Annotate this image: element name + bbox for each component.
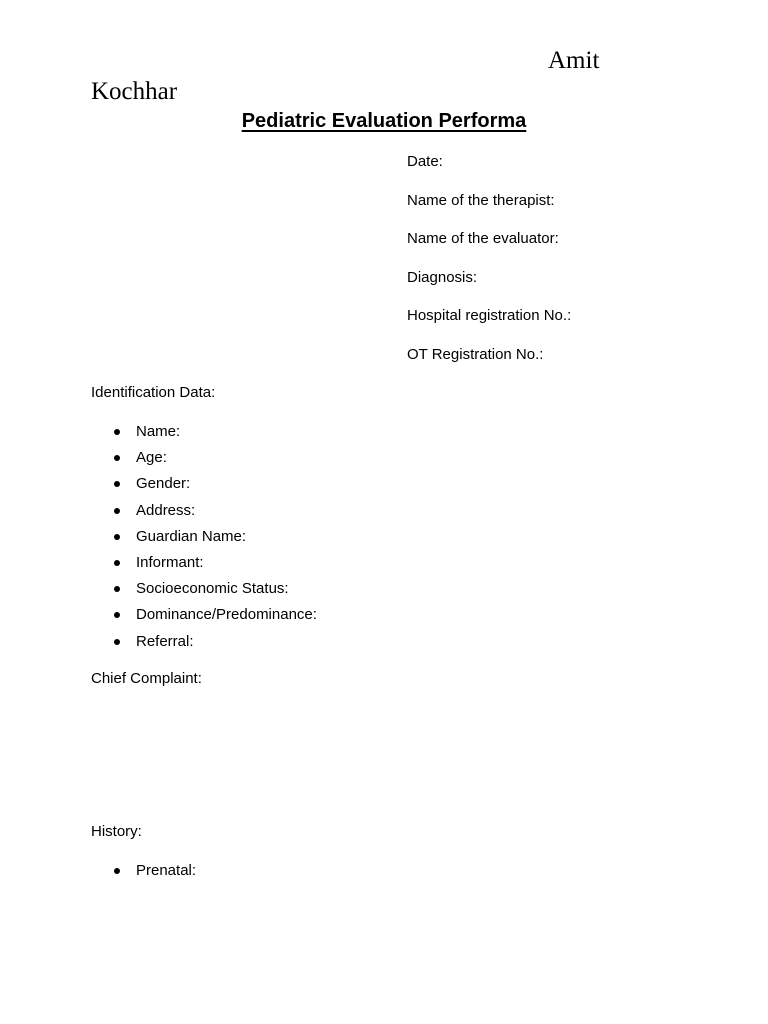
bullet-icon — [114, 534, 120, 540]
bullet-icon — [114, 639, 120, 645]
list-item — [108, 579, 317, 605]
bullet-icon — [114, 586, 120, 592]
bullet-icon — [114, 560, 120, 566]
field-therapist-name: Name of the therapist: — [407, 191, 555, 209]
field-evaluator-name: Name of the evaluator: — [407, 230, 559, 248]
bullet-icon — [114, 508, 120, 514]
list-item — [108, 605, 317, 631]
identification-heading: Identification Data: — [91, 384, 216, 401]
item-label: Referral: — [136, 632, 194, 650]
list-item — [108, 632, 317, 658]
list-item — [108, 474, 317, 500]
item-label: Guardian Name: — [136, 527, 247, 545]
list-item — [108, 553, 317, 579]
bullet-icon — [114, 868, 120, 874]
field-diagnosis: Diagnosis: — [407, 268, 478, 286]
field-date: Date: — [407, 153, 443, 170]
field-hospital-registration: Hospital registration No.: — [407, 307, 572, 325]
item-label: Prenatal: — [136, 862, 197, 879]
list-item — [108, 422, 317, 448]
bullet-icon — [114, 429, 120, 435]
item-label: Address: — [136, 501, 196, 519]
identification-list — [108, 422, 317, 658]
list-item — [108, 448, 317, 474]
bullet-icon — [114, 612, 120, 618]
author-first-name: Amit — [548, 47, 600, 74]
document-title: Pediatric Evaluation Performa — [241, 110, 527, 132]
field-ot-registration: OT Registration No.: — [407, 345, 544, 363]
list-item — [108, 527, 317, 553]
bullet-icon — [114, 481, 120, 487]
item-label: Socioeconomic Status: — [136, 580, 289, 598]
list-item — [108, 501, 317, 527]
list-item — [108, 861, 196, 887]
item-label: Dominance/Predominance: — [136, 606, 317, 624]
item-label: Name: — [136, 423, 181, 440]
bullet-icon — [114, 455, 120, 461]
history-list — [108, 861, 196, 887]
item-label: Informant: — [136, 553, 204, 571]
item-label: Age: — [136, 449, 167, 467]
item-label: Gender: — [136, 475, 191, 493]
header-fields — [407, 152, 571, 384]
chief-complaint-heading: Chief Complaint: — [91, 670, 202, 687]
history-heading: History: — [91, 823, 142, 840]
author-last-name: Kochhar — [91, 78, 178, 105]
